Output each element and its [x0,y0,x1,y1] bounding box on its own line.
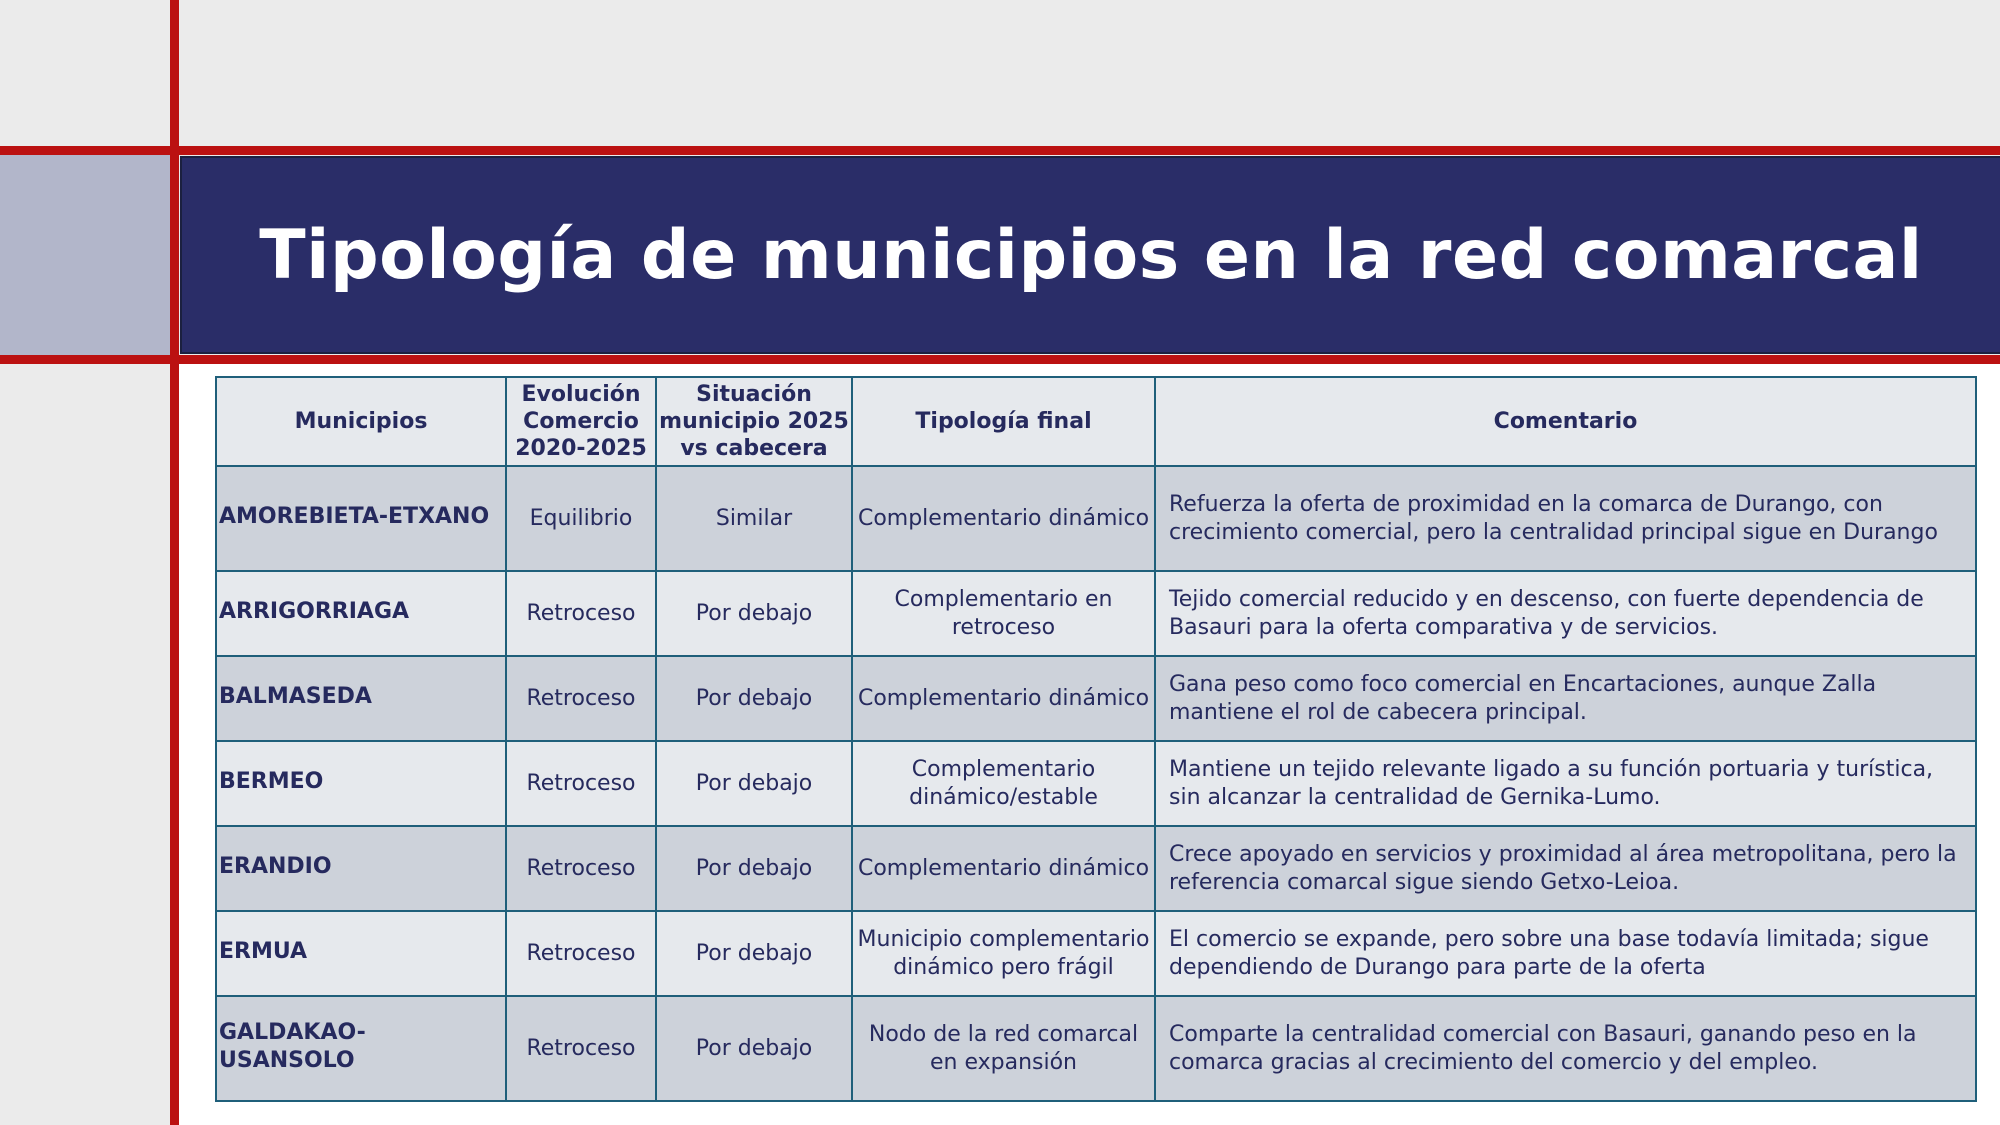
header-line: municipio 2025 [659,409,849,434]
cell-municipio: GALDAKAO-USANSOLO [216,996,506,1101]
cell-situacion: Similar [656,466,852,571]
typology-table-container [215,376,1975,1102]
decorative-side-block [0,154,170,356]
cell-situacion: Por debajo [656,996,852,1101]
cell-situacion: Por debajo [656,741,852,826]
cell-comentario: Gana peso como foco comercial en Encartaciones, aunque Zalla mantiene el rol de cabecera principal. [1155,656,1976,741]
header-line: Comercio [523,409,639,434]
cell-municipio: BALMASEDA [216,656,506,741]
cell-tipologia: Complementario dinámico/estable [852,741,1155,826]
decorative-red-vertical-line [170,0,179,1125]
cell-tipologia: Complementario dinámico [852,466,1155,571]
cell-comentario: Comparte la centralidad comercial con Basauri, ganando peso en la comarca gracias al crecimiento del comercio y del empleo. [1155,996,1976,1101]
cell-comentario: El comercio se expande, pero sobre una base todavía limitada; sigue dependiendo de Durango para parte de la oferta [1155,911,1976,996]
cell-situacion: Por debajo [656,826,852,911]
title-banner [180,156,2000,354]
decorative-red-top-line [0,146,2000,155]
cell-tipologia: Complementario dinámico [852,656,1155,741]
header-line: vs cabecera [680,436,828,461]
table-row [216,571,1976,656]
cell-evolucion: Retroceso [506,911,656,996]
header-line: Evolución [521,382,641,407]
decorative-red-bottom-line [0,355,2000,364]
cell-evolucion: Retroceso [506,741,656,826]
cell-tipologia: Complementario en retroceso [852,571,1155,656]
cell-tipologia: Nodo de la red comarcal en expansión [852,996,1155,1101]
column-header-evolucion [506,377,656,466]
cell-situacion: Por debajo [656,656,852,741]
cell-evolucion: Retroceso [506,826,656,911]
cell-evolucion: Retroceso [506,656,656,741]
table-row [216,466,1976,571]
cell-tipologia: Municipio complementario dinámico pero frágil [852,911,1155,996]
header-line: 2020-2025 [515,436,647,461]
cell-comentario: Refuerza la oferta de proximidad en la comarca de Durango, con crecimiento comercial, pero la centralidad principal sigue en Durango [1155,466,1976,571]
table-row [216,656,1976,741]
cell-evolucion: Retroceso [506,996,656,1101]
column-header-municipios: Municipios [216,377,506,466]
slide-title: Tipología de municipios en la red comarcal [259,215,1923,295]
cell-municipio: BERMEO [216,741,506,826]
table-row [216,741,1976,826]
table-row [216,911,1976,996]
header-line: Situación [696,382,812,407]
column-header-tipologia: Tipología final [852,377,1155,466]
cell-municipio: ERANDIO [216,826,506,911]
cell-comentario: Mantiene un tejido relevante ligado a su función portuaria y turística, sin alcanzar la centralidad de Gernika-Lumo. [1155,741,1976,826]
typology-table [215,376,1977,1102]
cell-municipio: ERMUA [216,911,506,996]
cell-municipio: ARRIGORRIAGA [216,571,506,656]
column-header-comentario: Comentario [1155,377,1976,466]
table-header-row [216,377,1976,466]
cell-situacion: Por debajo [656,571,852,656]
cell-evolucion: Retroceso [506,571,656,656]
cell-evolucion: Equilibrio [506,466,656,571]
cell-comentario: Tejido comercial reducido y en descenso, con fuerte dependencia de Basauri para la oferta comparativa y de servicios. [1155,571,1976,656]
cell-tipologia: Complementario dinámico [852,826,1155,911]
cell-municipio: AMOREBIETA-ETXANO [216,466,506,571]
cell-situacion: Por debajo [656,911,852,996]
cell-comentario: Crece apoyado en servicios y proximidad al área metropolitana, pero la referencia comarcal sigue siendo Getxo-Leioa. [1155,826,1976,911]
column-header-situacion [656,377,852,466]
table-row [216,826,1976,911]
table-row [216,996,1976,1101]
